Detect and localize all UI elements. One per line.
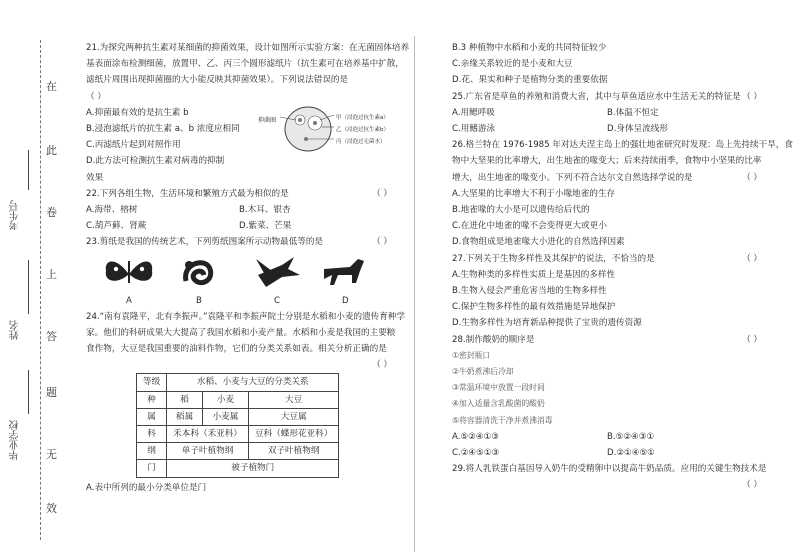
binding-margin	[0, 0, 62, 560]
question-22	[86, 186, 392, 235]
option-c: C.在进化中地雀的喙不会变得更大或更小	[452, 221, 607, 232]
option-b: B.地雀喙的大小是可以遗传给后代的	[452, 205, 590, 216]
question-24	[86, 309, 406, 496]
table-cell: 稻属	[167, 408, 203, 425]
seal-char: 此	[46, 144, 57, 157]
answer-paren: （ ）	[742, 480, 762, 491]
answer-paren: （ ）	[742, 172, 762, 183]
option-b: B.⑤②④③①	[607, 431, 655, 442]
option-c: C.②④⑤①③	[452, 448, 500, 459]
question-29	[452, 461, 767, 493]
option-a: A.抑菌最有效的是抗生素 b	[86, 107, 189, 118]
answer-paren: （ ）	[742, 253, 762, 264]
option-b: B.生物入侵会严重危害当地的生物多样性	[452, 286, 607, 297]
option-b: B.体温不恒定	[607, 107, 659, 118]
option-b: B.浸泡滤纸片的抗生素 a、b 浓度应相同	[86, 124, 240, 135]
left-column	[86, 40, 410, 496]
binding-dashed-line	[40, 40, 41, 540]
question-text: 22.下列各组生物，生活环境和繁殖方式最为相似的是	[86, 188, 289, 199]
option-c: C.丙滤纸片起到对照作用	[86, 140, 181, 151]
step-item: ③常温环境中放置一段时间	[452, 383, 545, 393]
option-c: C.用鳍游泳	[452, 124, 496, 135]
option-d: D.食物组成是地雀喙大小进化的自然选择因素	[452, 237, 625, 248]
figure-label-d: D	[342, 295, 349, 306]
table-cell: 单子叶植物纲	[167, 443, 249, 460]
option-c: C.亲缘关系较近的是小麦和大豆	[452, 59, 573, 70]
name-line	[28, 260, 29, 314]
inhibition-zone-label: 抑菌圈	[258, 116, 277, 124]
table-cell: 稻	[167, 391, 203, 408]
option-d: D.生物多样性为培育新品种提供了宝贵的遗传资源	[452, 318, 642, 329]
papercut-butterfly-a	[106, 261, 152, 283]
option-d: D.花、果实和种子是植物分类的重要依据	[452, 75, 608, 86]
option-b: B.3 种植物中水稻和小麦的共同特征较少	[452, 43, 607, 53]
answer-paren: （ ）	[372, 188, 392, 199]
option-d: D.紫菜、芒果	[239, 221, 292, 232]
table-cell: 豆科（蝶形花亚科）	[248, 426, 338, 443]
seal-char: 无	[46, 448, 57, 461]
question-text: 26.格兰特在 1976-1985 年对达夫涅主岛上的强壮地雀研究时发现：岛上先持续干旱，食	[452, 140, 793, 151]
figure-label-b: B	[196, 295, 202, 306]
question-text: 25.广东省是草鱼的养殖和消费大省，其中与草鱼适应水中生活无关的特征是	[452, 91, 741, 102]
question-text: 27.下列关于生物多样性及其保护的说法，不恰当的是	[452, 253, 655, 264]
question-text: 家。他们的科研成果大大提高了我国水稻和小麦产量。水稻和小麦是我国的主要粮	[86, 327, 396, 338]
option-c: C.保护生物多样性的最有效措施是异地保护	[452, 302, 616, 313]
seal-char: 上	[46, 268, 57, 281]
table-cell: 门	[137, 460, 167, 477]
seal-char: 题	[46, 386, 57, 399]
table-cell: 大豆	[248, 391, 338, 408]
table-header-cell: 等级	[137, 374, 167, 391]
step-item: ④加入适量含乳酸菌的酸奶	[452, 399, 545, 409]
option-a: A.表中所列的最小分类单位是门	[86, 482, 207, 493]
answer-paren: （ ）	[372, 360, 392, 371]
step-item: ⑤将容器清洗干净并煮沸消毒	[452, 415, 553, 425]
papercut-snake-b	[185, 261, 211, 283]
option-d: D.此方法可检测抗生素对病毒的抑制	[86, 156, 225, 167]
table-cell: 纲	[137, 443, 167, 460]
table-cell: 双子叶植物纲	[248, 443, 338, 460]
papercut-bird-c	[256, 257, 300, 287]
step-item: ②牛奶煮沸后冷却	[452, 367, 514, 377]
question-23	[86, 234, 392, 304]
papercut-horse-d	[324, 259, 364, 285]
question-26	[452, 137, 793, 250]
column-divider	[414, 36, 415, 552]
question-24-continued	[452, 40, 762, 89]
option-d-cont: 效果	[86, 172, 104, 183]
question-text: 23.剪纸是我国的传统艺术，下列剪纸图案所示动物最低等的是	[86, 237, 324, 248]
table-cell: 大豆属	[248, 408, 338, 425]
right-column	[452, 40, 793, 494]
seal-char: 效	[46, 502, 57, 515]
option-c: C.葫芦藓、肾蕨	[86, 221, 147, 232]
option-a: A.海带、榕树	[86, 205, 138, 216]
answer-paren: （ ）	[86, 91, 106, 102]
question-text: 物中大坚果的比率增大，出生地雀的喙变大；后来持续雨季，食物中小坚果的比率	[452, 156, 762, 167]
table-cell: 种	[137, 391, 167, 408]
legend-c: 丙（浸泡过无菌水）	[336, 138, 386, 145]
table-cell: 小麦	[202, 391, 248, 408]
answer-paren: （ ）	[372, 237, 392, 248]
petri-dish-figure	[258, 103, 398, 155]
option-a: A.大坚果的比率增大不利于小喙地雀的生存	[452, 188, 616, 199]
classification-table	[136, 373, 339, 477]
exam-number-line	[28, 150, 29, 190]
question-text: 28.制作酸奶的顺序是	[452, 334, 535, 345]
option-b: B.木耳、银杏	[239, 205, 291, 216]
legend-a: 甲（浸泡过抗生素a）	[336, 114, 389, 121]
option-a: A.⑤②④①③	[452, 431, 499, 442]
question-text: 29.将人乳铁蛋白基因导入奶牛的受精卵中以提高牛奶品质。应用的关键生物技术是	[452, 464, 767, 475]
figure-label-a: A	[126, 295, 132, 306]
seal-char: 答	[46, 330, 57, 343]
table-cell: 属	[137, 408, 167, 425]
question-text: 食作物，大豆是我国重要的油料作物，它们的分类关系如表。相关分析正确的是	[86, 344, 387, 355]
figure-label-c: C	[274, 295, 281, 306]
school-label: 毕业学校	[10, 420, 21, 460]
papercut-figures	[86, 251, 392, 305]
legend-b: 乙（浸泡过抗生素b）	[336, 126, 389, 133]
table-cell: 小麦属	[202, 408, 248, 425]
question-21	[86, 40, 410, 186]
school-line	[28, 370, 29, 414]
table-cell: 被子植物门	[167, 460, 339, 477]
option-a: A.生物种类的多样性实质上是基因的多样性	[452, 269, 616, 280]
question-25	[452, 89, 762, 138]
table-cell: 禾本科（禾亚科）	[167, 426, 249, 443]
question-text: 基表面涂布检测细菌，放置甲、乙、丙三个圆形滤纸片（抗生素可在培养基中扩散，	[86, 59, 404, 70]
question-27	[452, 251, 762, 332]
exam-number-label: 考生号	[10, 200, 21, 230]
question-text: 滤纸片周围出现抑菌圈的大小能反映其抑菌效果）。下列说法错误的是	[86, 75, 349, 86]
option-a: A.用鳃呼吸	[452, 107, 495, 118]
answer-paren: （ ）	[742, 334, 762, 345]
table-header-cell: 水稻、小麦与大豆的分类关系	[167, 374, 339, 391]
answer-paren: （ ）	[742, 91, 762, 102]
question-text: 24.“南有袁隆平，北有李振声。”袁隆平和李振声院士分别是水稻和小麦的遗传育种学	[86, 311, 406, 322]
option-d: D.②①④⑤①	[607, 448, 655, 459]
question-text: 21.为探究两种抗生素对某细菌的抑菌效果，设计如图所示实验方案：在无菌固体培养	[86, 43, 410, 53]
seal-char: 卷	[46, 206, 57, 219]
step-item: ①密封瓶口	[452, 350, 491, 360]
option-d: D.身体呈流线形	[607, 124, 668, 135]
question-text: 增大，出生地雀的喙变小。下列不符合达尔文自然选择学说的是	[452, 172, 693, 183]
name-label: 姓名	[10, 320, 21, 340]
question-28	[452, 332, 762, 462]
seal-char: 在	[46, 80, 57, 93]
table-cell: 科	[137, 426, 167, 443]
